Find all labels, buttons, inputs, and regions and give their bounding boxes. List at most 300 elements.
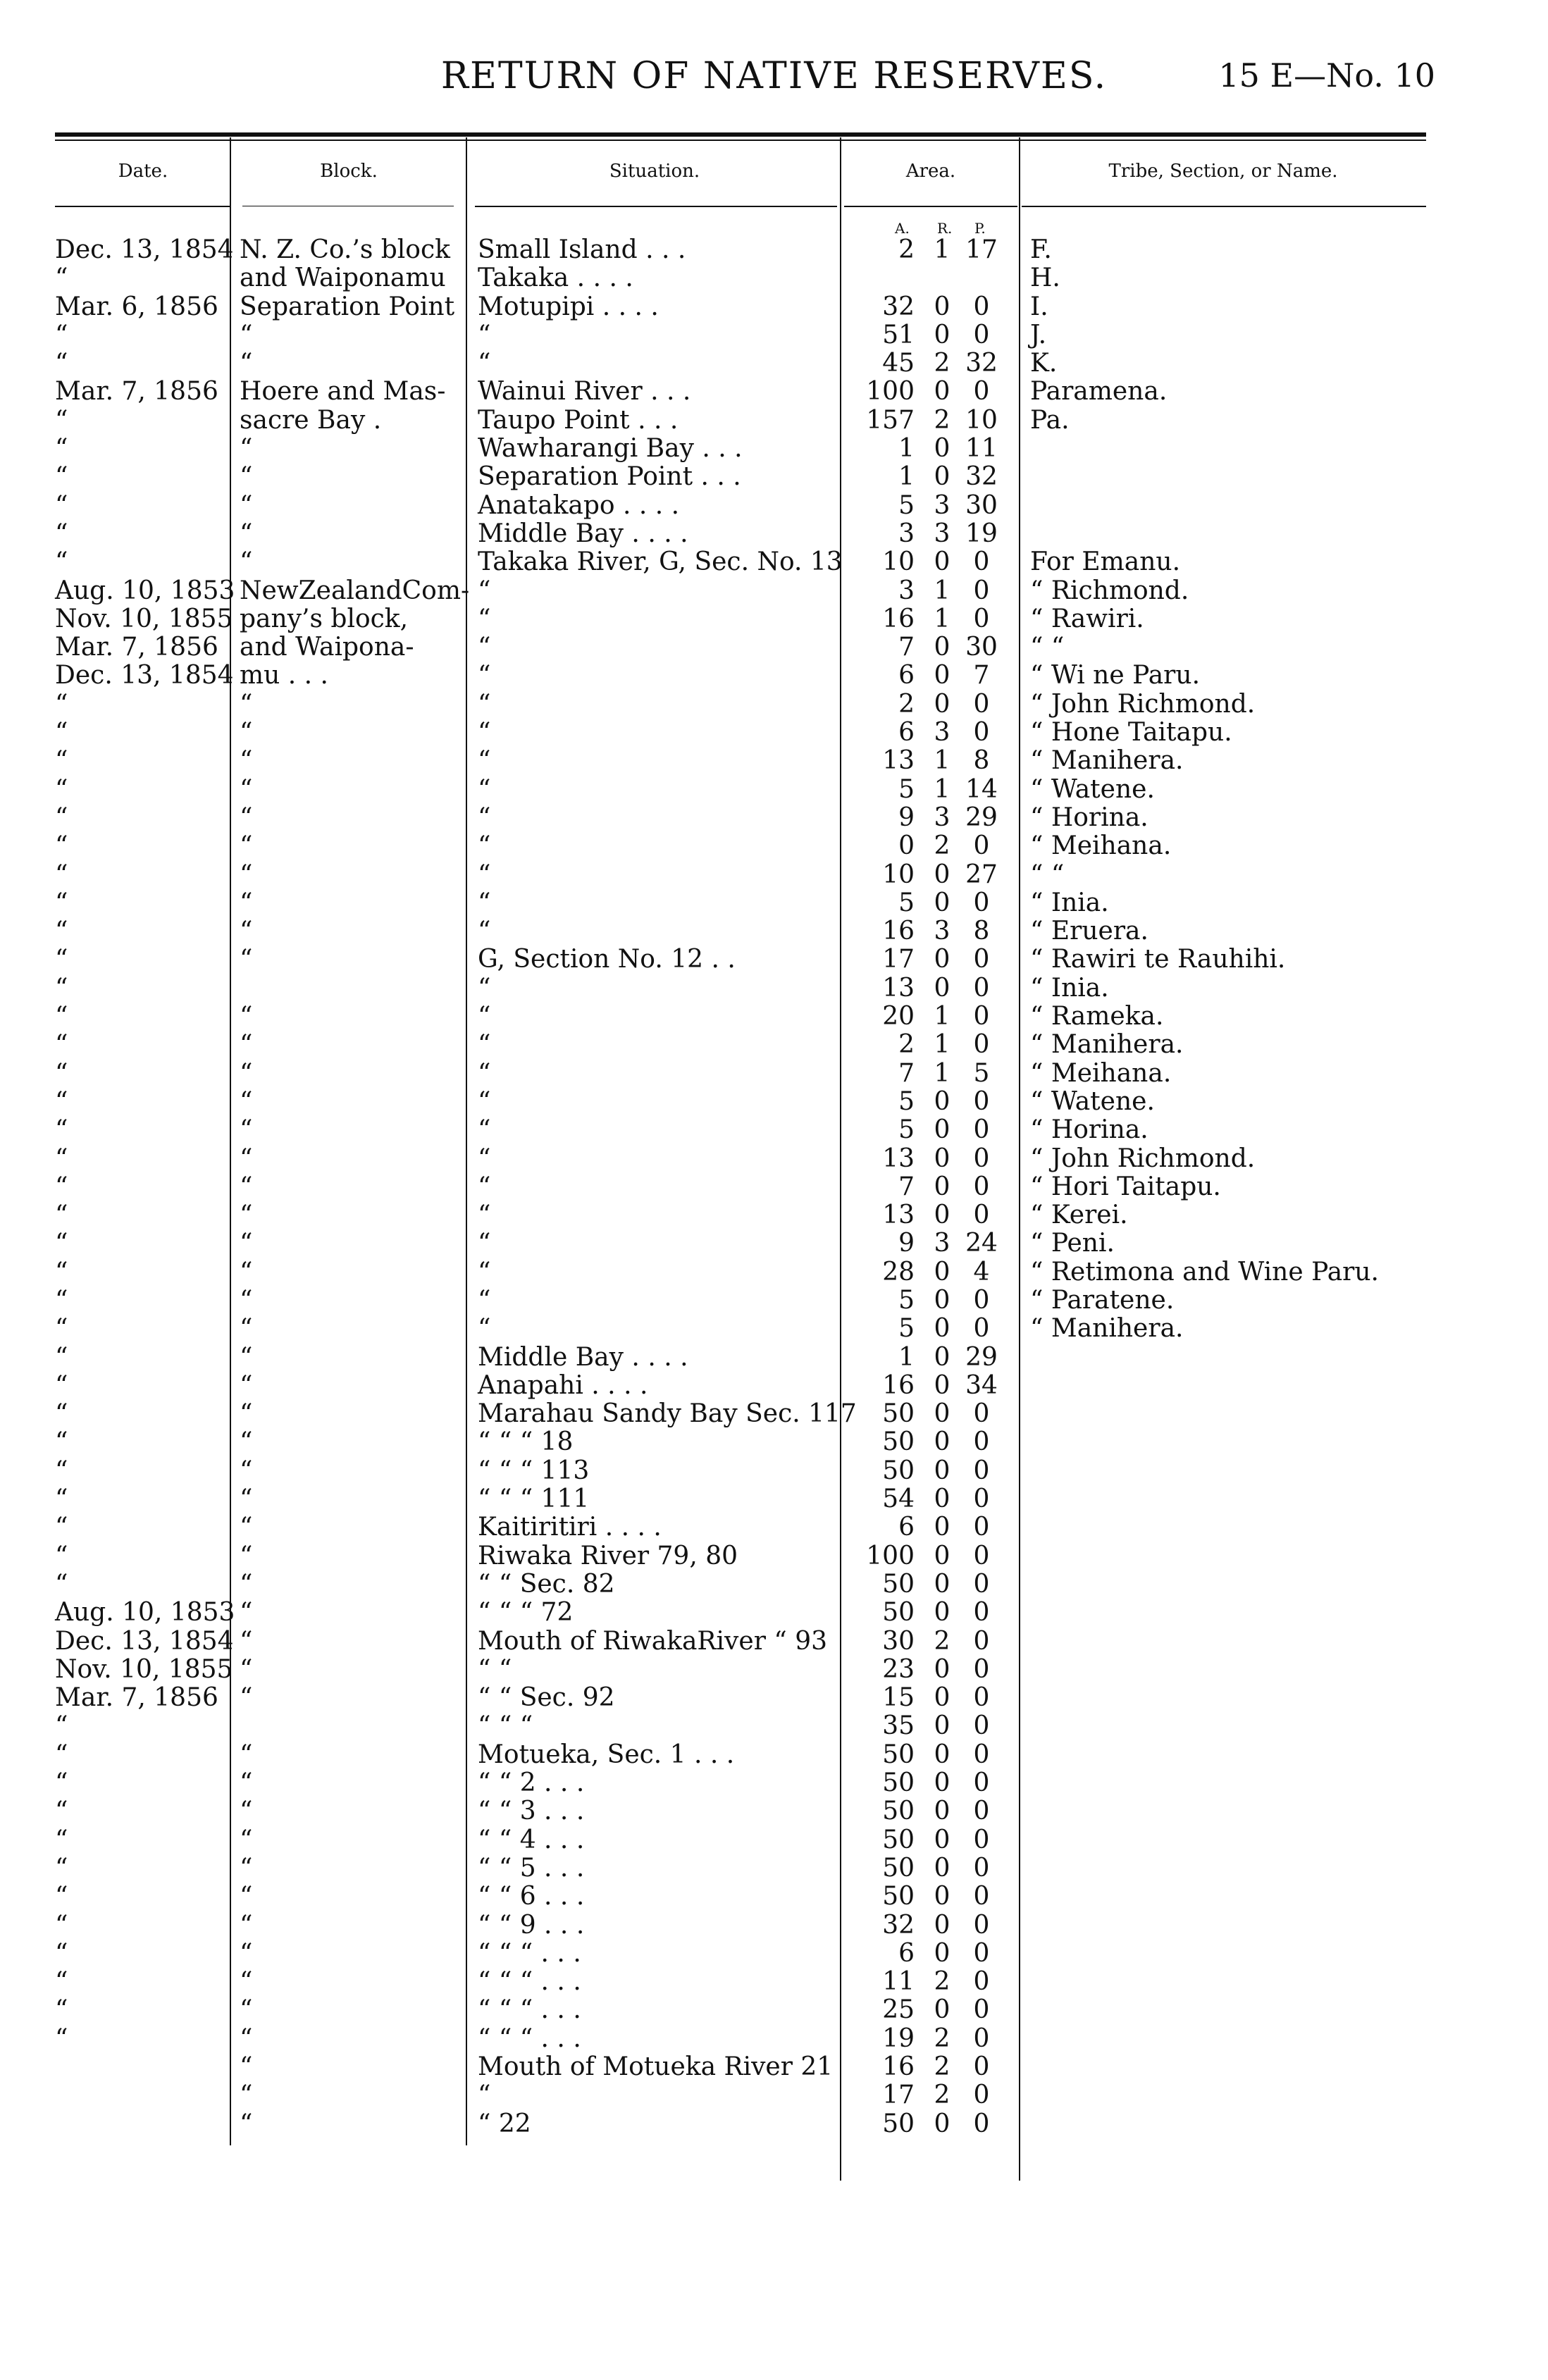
cell-perches: 0 (973, 1086, 990, 1116)
cell-date: “ (55, 1002, 68, 1031)
cell-situation: “ (478, 349, 491, 378)
cell-acres: 50 (882, 1399, 915, 1429)
cell-block: “ (240, 1201, 253, 1230)
cell-block: “ (240, 1967, 253, 1997)
cell-roods: 0 (934, 633, 951, 662)
table-row (0, 2025, 1548, 2053)
cell-block: “ (240, 1513, 253, 1542)
table-row (0, 1854, 1548, 1883)
cell-situation: “ “ “ . . . (478, 2023, 581, 2053)
cell-block: “ (240, 1456, 253, 1485)
cell-acres: 50 (882, 1853, 915, 1883)
cell-date: “ (55, 1967, 68, 1997)
area-unit-acres: A. (895, 220, 910, 237)
cell-acres: 5 (898, 1115, 915, 1145)
cell-roods: 0 (934, 1115, 951, 1145)
cell-block: “ (240, 1399, 253, 1429)
column-header-date: Date. (118, 161, 168, 182)
cell-perches: 0 (973, 1314, 990, 1344)
cell-perches: 10 (965, 405, 998, 435)
cell-situation: “ “ 3 . . . (478, 1797, 585, 1826)
cell-acres: 54 (882, 1485, 915, 1514)
cell-acres: 3 (898, 576, 915, 605)
header-rule-situation (475, 206, 837, 207)
table-row (0, 2110, 1548, 2138)
cell-block: “ (240, 2052, 253, 2081)
cell-acres: 19 (882, 2023, 915, 2053)
cell-tribe: “ Manihera. (1030, 1314, 1184, 1344)
cell-date: Mar. 7, 1856 (55, 633, 218, 662)
cell-block: “ (240, 462, 253, 492)
cell-tribe: “ Wi ne Paru. (1030, 661, 1201, 690)
cell-roods: 2 (934, 1626, 951, 1656)
table-row (0, 1911, 1548, 1940)
cell-perches: 34 (965, 1370, 998, 1400)
cell-perches: 14 (965, 774, 998, 804)
cell-perches: 0 (973, 1683, 990, 1713)
cell-block: “ (240, 1172, 253, 1201)
cell-roods: 2 (934, 349, 951, 378)
cell-roods: 0 (934, 1938, 951, 1968)
cell-tribe: “ Watene. (1030, 774, 1155, 804)
cell-roods: 0 (934, 1541, 951, 1570)
column-header-tribe: Tribe, Section, or Name. (1108, 161, 1338, 182)
cell-situation: Middle Bay . . . . (478, 1342, 688, 1372)
cell-block: mu . . . (240, 661, 328, 690)
cell-roods: 1 (934, 1030, 951, 1060)
cell-block: “ (240, 1030, 253, 1060)
cell-acres: 50 (882, 2109, 915, 2138)
cell-situation: “ “ “ 111 (478, 1485, 590, 1514)
cell-date: “ (55, 519, 68, 548)
cell-block: “ (240, 1683, 253, 1713)
table-row (0, 1996, 1548, 2024)
cell-perches: 0 (973, 1995, 990, 2025)
cell-date: “ (55, 490, 68, 520)
cell-perches: 0 (973, 1654, 990, 1684)
cell-block: “ (240, 434, 253, 464)
cell-date: “ (55, 1115, 68, 1145)
cell-perches: 8 (973, 746, 990, 776)
cell-block: “ (240, 746, 253, 776)
cell-situation: “ (478, 689, 491, 719)
cell-situation: Separation Point . . . (478, 462, 741, 492)
cell-tribe: “ “ (1030, 860, 1065, 889)
cell-tribe: “ Hori Taitapu. (1030, 1172, 1221, 1201)
cell-date: “ (55, 746, 68, 776)
cell-situation: Anatakapo . . . . (478, 490, 680, 520)
cell-block: “ (240, 888, 253, 917)
cell-roods: 0 (934, 1399, 951, 1429)
cell-perches: 0 (973, 547, 990, 577)
cell-situation: “ (478, 774, 491, 804)
cell-perches: 8 (973, 917, 990, 946)
cell-date: “ (55, 1995, 68, 2025)
cell-date: “ (55, 1086, 68, 1116)
cell-acres: 10 (882, 860, 915, 889)
cell-roods: 0 (934, 377, 951, 407)
cell-tribe: “ John Richmond. (1030, 1143, 1256, 1173)
cell-acres: 100 (866, 1541, 915, 1570)
cell-block: “ (240, 1995, 253, 2025)
cell-date: “ (55, 1711, 68, 1741)
cell-acres: 2 (898, 1030, 915, 1060)
cell-date: “ (55, 1853, 68, 1883)
cell-acres: 5 (898, 1314, 915, 1344)
table-row (0, 1656, 1548, 1684)
cell-block: “ (240, 1058, 253, 1088)
cell-date: “ (55, 973, 68, 1003)
cell-block: N. Z. Co.’s block (240, 235, 450, 264)
cell-perches: 0 (973, 1541, 990, 1570)
cell-acres: 20 (882, 1002, 915, 1031)
cell-date: “ (55, 1485, 68, 1514)
cell-acres: 13 (882, 746, 915, 776)
cell-block: “ (240, 349, 253, 378)
cell-tribe: “ Peni. (1030, 1229, 1115, 1258)
cell-perches: 0 (973, 576, 990, 605)
cell-date: Nov. 10, 1855 (55, 604, 233, 633)
cell-block: “ (240, 1825, 253, 1854)
cell-perches: 11 (965, 434, 998, 464)
table-row (0, 917, 1548, 946)
cell-date: “ (55, 1910, 68, 1940)
cell-block: “ (240, 774, 253, 804)
cell-roods: 0 (934, 1768, 951, 1798)
cell-date: Mar. 7, 1856 (55, 377, 218, 407)
cell-acres: 2 (898, 689, 915, 719)
cell-acres: 6 (898, 661, 915, 690)
cell-roods: 0 (934, 547, 951, 577)
cell-situation: “ (478, 1257, 491, 1287)
cell-situation: “ (478, 1314, 491, 1344)
cell-block: “ (240, 1257, 253, 1287)
cell-situation: Motueka, Sec. 1 . . . (478, 1740, 735, 1769)
cell-perches: 0 (973, 1172, 990, 1201)
table-row (0, 264, 1548, 292)
cell-block: “ (240, 945, 253, 974)
table-row (0, 1116, 1548, 1144)
cell-block: “ (240, 689, 253, 719)
cell-date: Mar. 6, 1856 (55, 292, 218, 321)
cell-situation: “ (478, 1086, 491, 1116)
cell-roods: 2 (934, 2023, 951, 2053)
cell-tribe: “ Retimona and Wine Paru. (1030, 1257, 1379, 1287)
cell-acres: 3 (898, 519, 915, 548)
cell-roods: 2 (934, 831, 951, 861)
cell-tribe: “ Meihana. (1030, 1058, 1172, 1088)
cell-perches: 19 (965, 519, 998, 548)
cell-perches: 30 (965, 633, 998, 662)
cell-acres: 5 (898, 490, 915, 520)
cell-roods: 0 (934, 1654, 951, 1684)
cell-situation: “ “ 4 . . . (478, 1825, 585, 1854)
cell-roods: 0 (934, 1797, 951, 1826)
cell-acres: 10 (882, 547, 915, 577)
cell-acres: 13 (882, 973, 915, 1003)
table-row (0, 2081, 1548, 2109)
table-row (0, 378, 1548, 406)
cell-roods: 0 (934, 1853, 951, 1883)
cell-situation: “ “ (478, 1654, 512, 1684)
table-row (0, 1542, 1548, 1570)
cell-situation: Riwaka River 79, 80 (478, 1541, 738, 1570)
cell-roods: 0 (934, 1427, 951, 1457)
cell-date: “ (55, 1030, 68, 1060)
cell-block: “ (240, 917, 253, 946)
cell-roods: 3 (934, 917, 951, 946)
cell-situation: “ “ 2 . . . (478, 1768, 585, 1798)
cell-acres: 50 (882, 1456, 915, 1485)
cell-block: “ (240, 802, 253, 832)
cell-date: “ (55, 1740, 68, 1769)
cell-perches: 29 (965, 802, 998, 832)
cell-situation: “ “ 5 . . . (478, 1853, 585, 1883)
cell-block: “ (240, 1740, 253, 1769)
cell-roods: 0 (934, 1370, 951, 1400)
cell-situation: “ (478, 746, 491, 776)
cell-situation: Takaka River, G, Sec. No. 13 (478, 547, 843, 577)
header-rule-tribe (1022, 206, 1426, 207)
cell-perches: 0 (973, 973, 990, 1003)
cell-block: “ (240, 1853, 253, 1883)
cell-situation: “ “ “ 72 (478, 1598, 574, 1628)
cell-perches: 5 (973, 1058, 990, 1088)
table-row (0, 1968, 1548, 1996)
cell-perches: 0 (973, 1513, 990, 1542)
cell-tribe: “ Eruera. (1030, 917, 1148, 946)
cell-roods: 0 (934, 1569, 951, 1599)
cell-acres: 13 (882, 1143, 915, 1173)
cell-situation: “ (478, 1285, 491, 1315)
cell-situation: “ “ “ . . . (478, 1967, 581, 1997)
page-title: RETURN OF NATIVE RESERVES. (440, 55, 1108, 97)
table-row (0, 1201, 1548, 1229)
table-row (0, 974, 1548, 1003)
cell-date: “ (55, 1058, 68, 1088)
cell-block: “ (240, 2109, 253, 2138)
cell-acres: 9 (898, 1229, 915, 1258)
cell-perches: 0 (973, 1115, 990, 1145)
table-row (0, 520, 1548, 548)
cell-date: “ (55, 1456, 68, 1485)
cell-tribe: “ Rawiri te Rauhihi. (1030, 945, 1286, 974)
cell-roods: 0 (934, 462, 951, 492)
cell-tribe: Pa. (1030, 405, 1070, 435)
cell-perches: 4 (973, 1257, 990, 1287)
cell-perches: 29 (965, 1342, 998, 1372)
cell-perches: 0 (973, 689, 990, 719)
cell-block: “ (240, 718, 253, 748)
cell-date: Dec. 13, 1854 (55, 661, 234, 690)
cell-date: Aug. 10, 1853 (55, 576, 235, 605)
cell-date: “ (55, 1201, 68, 1230)
cell-roods: 2 (934, 1967, 951, 1997)
cell-block: “ (240, 1797, 253, 1826)
cell-block: “ (240, 831, 253, 861)
column-header-situation: Situation. (609, 161, 700, 182)
cell-date: “ (55, 1882, 68, 1911)
cell-situation: Anapahi . . . . (478, 1370, 648, 1400)
cell-tribe: For Emanu. (1030, 547, 1181, 577)
cell-tribe: “ Inia. (1030, 888, 1109, 917)
cell-perches: 27 (965, 860, 998, 889)
cell-tribe: “ Richmond. (1030, 576, 1189, 605)
cell-tribe: “ Manihera. (1030, 1030, 1184, 1060)
cell-roods: 0 (934, 1201, 951, 1230)
cell-roods: 0 (934, 320, 951, 349)
cell-roods: 1 (934, 746, 951, 776)
cell-acres: 50 (882, 1569, 915, 1599)
cell-situation: Small Island . . . (478, 235, 686, 264)
cell-roods: 0 (934, 1740, 951, 1769)
table-row (0, 1940, 1548, 1968)
column-header-area: Area. (905, 161, 956, 182)
cell-roods: 0 (934, 1086, 951, 1116)
table-row (0, 349, 1548, 378)
cell-situation: “ “ 6 . . . (478, 1882, 585, 1911)
cell-block: “ (240, 1541, 253, 1570)
cell-date: Dec. 13, 1854 (55, 235, 234, 264)
cell-acres: 25 (882, 1995, 915, 2025)
table-row (0, 1344, 1548, 1372)
cell-perches: 0 (973, 1285, 990, 1315)
table-row (0, 492, 1548, 520)
table-row (0, 747, 1548, 775)
cell-perches: 7 (973, 661, 990, 690)
table-row (0, 861, 1548, 889)
cell-situation: Motupipi . . . . (478, 292, 659, 321)
cell-block: “ (240, 1143, 253, 1173)
cell-acres: 5 (898, 1086, 915, 1116)
table-row (0, 1712, 1548, 1740)
cell-roods: 3 (934, 490, 951, 520)
cell-date: “ (55, 1825, 68, 1854)
cell-roods: 0 (934, 860, 951, 889)
cell-date: “ (55, 1285, 68, 1315)
area-unit-perches: P. (974, 220, 986, 237)
cell-block: NewZealandCom- (240, 576, 470, 605)
cell-perches: 30 (965, 490, 998, 520)
cell-roods: 1 (934, 235, 951, 264)
cell-date: “ (55, 547, 68, 577)
cell-perches: 0 (973, 320, 990, 349)
cell-tribe: Paramena. (1030, 377, 1168, 407)
cell-date: “ (55, 1938, 68, 1968)
cell-situation: Marahau Sandy Bay Sec. 117 (478, 1399, 857, 1429)
cell-perches: 0 (973, 1485, 990, 1514)
cell-acres: 16 (882, 604, 915, 633)
cell-acres: 32 (882, 292, 915, 321)
cell-acres: 50 (882, 1427, 915, 1457)
cell-roods: 1 (934, 604, 951, 633)
cell-block: “ (240, 1314, 253, 1344)
cell-acres: 32 (882, 1910, 915, 1940)
cell-roods: 2 (934, 2052, 951, 2081)
cell-block: “ (240, 1569, 253, 1599)
cell-roods: 2 (934, 405, 951, 435)
cell-acres: 7 (898, 1172, 915, 1201)
cell-roods: 0 (934, 434, 951, 464)
cell-block: “ (240, 1938, 253, 1968)
cell-roods: 2 (934, 2081, 951, 2110)
cell-perches: 0 (973, 1399, 990, 1429)
cell-block: “ (240, 1882, 253, 1911)
cell-situation: “ “ “ . . . (478, 1938, 581, 1968)
cell-roods: 0 (934, 1342, 951, 1372)
cell-tribe: H. (1030, 264, 1060, 293)
cell-roods: 0 (934, 1910, 951, 1940)
cell-situation: “ (478, 917, 491, 946)
cell-tribe: “ Hone Taitapu. (1030, 718, 1232, 748)
cell-block: “ (240, 1910, 253, 1940)
cell-date: “ (55, 689, 68, 719)
cell-situation: “ (478, 604, 491, 633)
cell-block: Hoere and Mas- (240, 377, 446, 407)
cell-roods: 0 (934, 1882, 951, 1911)
table-row (0, 690, 1548, 719)
cell-roods: 0 (934, 1995, 951, 2025)
cell-date: “ (55, 802, 68, 832)
cell-block: “ (240, 320, 253, 349)
cell-date: “ (55, 2023, 68, 2053)
cell-acres: 17 (882, 945, 915, 974)
cell-perches: 0 (973, 1938, 990, 1968)
cell-perches: 0 (973, 1825, 990, 1854)
cell-date: “ (55, 349, 68, 378)
table-row (0, 832, 1548, 860)
table-row (0, 1088, 1548, 1116)
cell-date: Aug. 10, 1853 (55, 1598, 235, 1628)
cell-acres: 17 (882, 2081, 915, 2110)
cell-acres: 50 (882, 1740, 915, 1769)
cell-situation: Takaka . . . . (478, 264, 633, 293)
table-row (0, 1229, 1548, 1258)
cell-block: “ (240, 2081, 253, 2110)
cell-situation: Wainui River . . . (478, 377, 691, 407)
cell-acres: 5 (898, 1285, 915, 1315)
cell-situation: “ (478, 1229, 491, 1258)
cell-roods: 0 (934, 1285, 951, 1315)
cell-date: Dec. 13, 1854 (55, 1626, 234, 1656)
table-row (0, 1684, 1548, 1712)
cell-date: “ (55, 320, 68, 349)
cell-block: pany’s block, (240, 604, 409, 633)
table-row (0, 1315, 1548, 1343)
cell-date: “ (55, 1229, 68, 1258)
cell-acres: 6 (898, 1513, 915, 1542)
table-row (0, 548, 1548, 576)
cell-roods: 3 (934, 718, 951, 748)
cell-acres: 50 (882, 1768, 915, 1798)
cell-roods: 3 (934, 802, 951, 832)
cell-situation: “ (478, 1002, 491, 1031)
cell-situation: “ (478, 576, 491, 605)
cell-date: “ (55, 1370, 68, 1400)
cell-date: Mar. 7, 1856 (55, 1683, 218, 1713)
table-row (0, 1400, 1548, 1428)
cell-tribe: “ Rawiri. (1030, 604, 1144, 633)
table-row (0, 293, 1548, 321)
page-reference: 15 E—No. 10 (1218, 56, 1435, 94)
cell-situation: “ (478, 1058, 491, 1088)
table-row (0, 1883, 1548, 1911)
cell-date: “ (55, 945, 68, 974)
cell-date: “ (55, 718, 68, 748)
cell-block: and Waipona- (240, 633, 414, 662)
cell-acres: 16 (882, 2052, 915, 2081)
cell-perches: 24 (965, 1229, 998, 1258)
